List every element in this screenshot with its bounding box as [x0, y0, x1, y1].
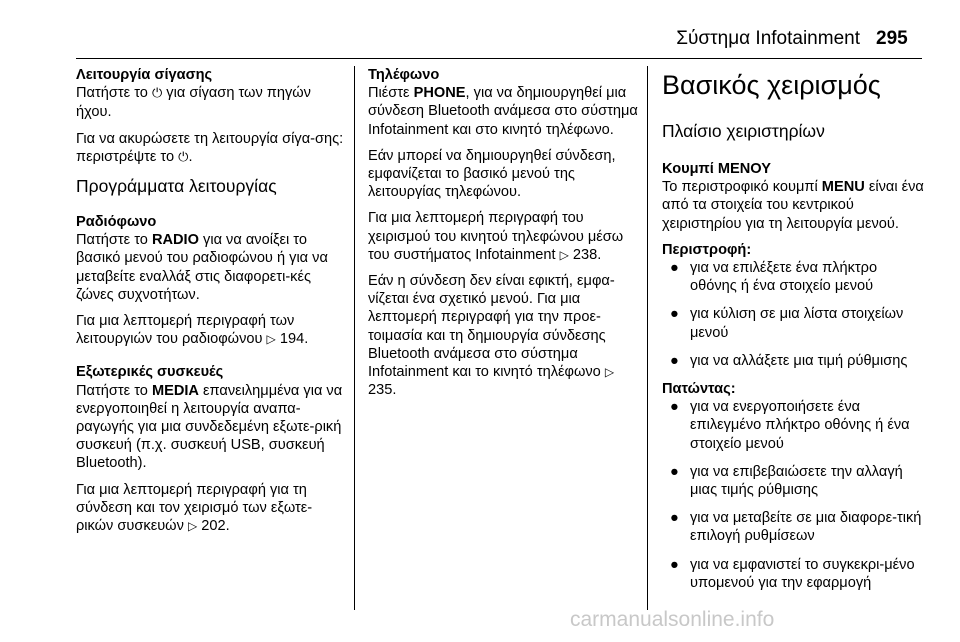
section-heading-basic-operation: Βασικός χειρισμός — [662, 70, 881, 100]
external-paragraph-2: Για μια λεπτομερή περιγραφή για τη σύνδεση και τον χειρισμό των εξωτε-ρικών συσκευών ▷ 202. — [76, 481, 313, 535]
phone-title: Τηλέφωνο — [368, 67, 440, 83]
list-item: ● για κύλιση σε μια λίστα στοιχείων μενού — [670, 306, 904, 341]
column-divider-2 — [647, 66, 648, 610]
list-item: ● για να επιβεβαιώσετε την αλλαγή μιας τιμής ρύθμισης — [670, 463, 903, 499]
page-ref-icon: ▷ — [604, 365, 615, 380]
column-2 — [368, 66, 638, 399]
radio-title: Ραδιόφωνο — [76, 214, 157, 231]
mute-title: Λειτουργία σίγασης — [76, 67, 213, 83]
page-number: 295 — [876, 28, 908, 49]
bullet-icon: ● — [670, 260, 679, 277]
phone-key-label: PHONE — [413, 85, 466, 102]
bullet-icon: ● — [670, 556, 679, 573]
page-ref-icon: ▷ — [559, 247, 569, 262]
bullet-icon: ● — [670, 399, 679, 416]
list-item: ● για να ενεργοποιήσετε ένα επιλεγμένο πλήκτρο οθόνης ή ένα στοιχείο μενού — [670, 399, 910, 452]
mute-paragraph-1: Πατήστε το ⏻ για σίγαση των πηγών ήχου. — [76, 85, 311, 121]
phone-page-ref-1: 238. — [572, 246, 602, 263]
column-1 — [76, 66, 348, 535]
watermark: carmanualsonline.info — [570, 608, 775, 631]
phone-paragraph-1: Πιέστε PHONE, για να δημιουργηθεί μια σύνδεση Bluetooth ανάμεσα στο σύστημα Infotainment και στο κινητό τηλέφωνο. — [368, 85, 638, 138]
bullet-icon: ● — [670, 352, 679, 369]
media-key-label: MEDIA — [151, 382, 199, 399]
menu-button-title: Κουμπί ΜΕΝΟΥ — [662, 161, 771, 177]
rotate-title: Περιστροφή: — [662, 241, 752, 258]
subheading-control-panel: Πλαίσιο χειριστηρίων — [662, 121, 825, 141]
list-item: ● για να μεταβείτε σε μια διαφορε-τική επιλογή ρυθμίσεων — [670, 510, 922, 545]
radio-paragraph-1: Πατήστε το RADIO για να ανοίξει το βασικό μενού του ραδιοφώνου ή για να μεταβείτε εναλλάξ στις διαφορετι-κές ζώνες συχνοτήτων. — [76, 232, 328, 303]
mute-paragraph-2: Για να ακυρώσετε τη λειτουργία σίγα-σης: περιστρέψτε το ⏻. — [76, 130, 348, 167]
external-page-ref: 202. — [201, 518, 230, 535]
phone-paragraph-4: Εάν η σύνδεση δεν είναι εφικτή, εμφα-νίζεται ένα σχετικό μενού. Για μια λεπτομερή περιγραφή για την προε-τοιμασία και τη δημιουργία σύνδεσης Bluetooth ανάμεσα στο σύστημα Infotainment και το κινητό τηλέφωνο ▷ 235. — [368, 273, 615, 399]
external-devices-title: Εξωτερικές συσκευές — [76, 364, 224, 381]
page-ref-icon: ▷ — [187, 519, 198, 534]
phone-paragraph-2: Εάν μπορεί να δημιουργηθεί σύνδεση, εμφανίζεται το βασικό μενού της λειτουργίας τηλεφώνου. — [368, 147, 616, 201]
page-header-title: Σύστημα Infotainment — [676, 28, 860, 49]
bullet-icon: ● — [670, 510, 679, 527]
section-heading-operating-modes: Προγράμματα λειτουργίας — [76, 176, 277, 197]
press-title: Πατώντας: — [662, 381, 736, 398]
header-rule — [76, 58, 922, 59]
power-icon: ⏻ — [151, 86, 163, 102]
radio-key-label: RADIO — [151, 232, 199, 249]
list-item: ● για να εμφανιστεί το συγκεκρι-μένο υπομενού για την εφαρμογή — [670, 556, 915, 591]
list-item: ● για να αλλάξετε μια τιμή ρύθμισης — [670, 352, 908, 369]
column-divider-1 — [354, 66, 355, 610]
list-item: ● για να επιλέξετε ένα πλήκτρο οθόνης ή ένα στοιχείο μενού — [670, 260, 878, 295]
radio-paragraph-2: Για μια λεπτομερή περιγραφή των λειτουργιών του ραδιοφώνου ▷ 194. — [76, 313, 309, 348]
rotate-list — [662, 259, 926, 370]
external-paragraph-1: Πατήστε το MEDIA επανειλημμένα για να ενεργοποιηθεί η λειτουργία αναπα-ραγωγής για μια συνδεδεμένη εξωτε-ρική συσκευή (π.χ. συσκευή USB, συσκευή Bluetooth). — [76, 382, 343, 472]
bullet-icon: ● — [670, 463, 679, 480]
power-icon: ⏻ — [178, 149, 189, 165]
press-list — [662, 398, 926, 592]
menu-paragraph: Το περιστροφικό κουμπί MENU είναι ένα από τα στοιχεία του κεντρικού χειριστηρίου για τη λειτουργία μενού. — [662, 179, 924, 232]
phone-paragraph-3: Για μια λεπτομερή περιγραφή του χειρισμού του κινητού τηλεφώνου μέσω του συστήματος Infotainment ▷ 238. — [368, 210, 624, 263]
phone-page-ref-2: 235. — [368, 382, 397, 399]
column-3 — [662, 66, 926, 602]
page-ref-icon: ▷ — [266, 332, 276, 347]
bullet-icon: ● — [670, 306, 679, 323]
menu-key-label: MENU — [821, 179, 865, 196]
radio-page-ref: 194. — [279, 331, 309, 348]
